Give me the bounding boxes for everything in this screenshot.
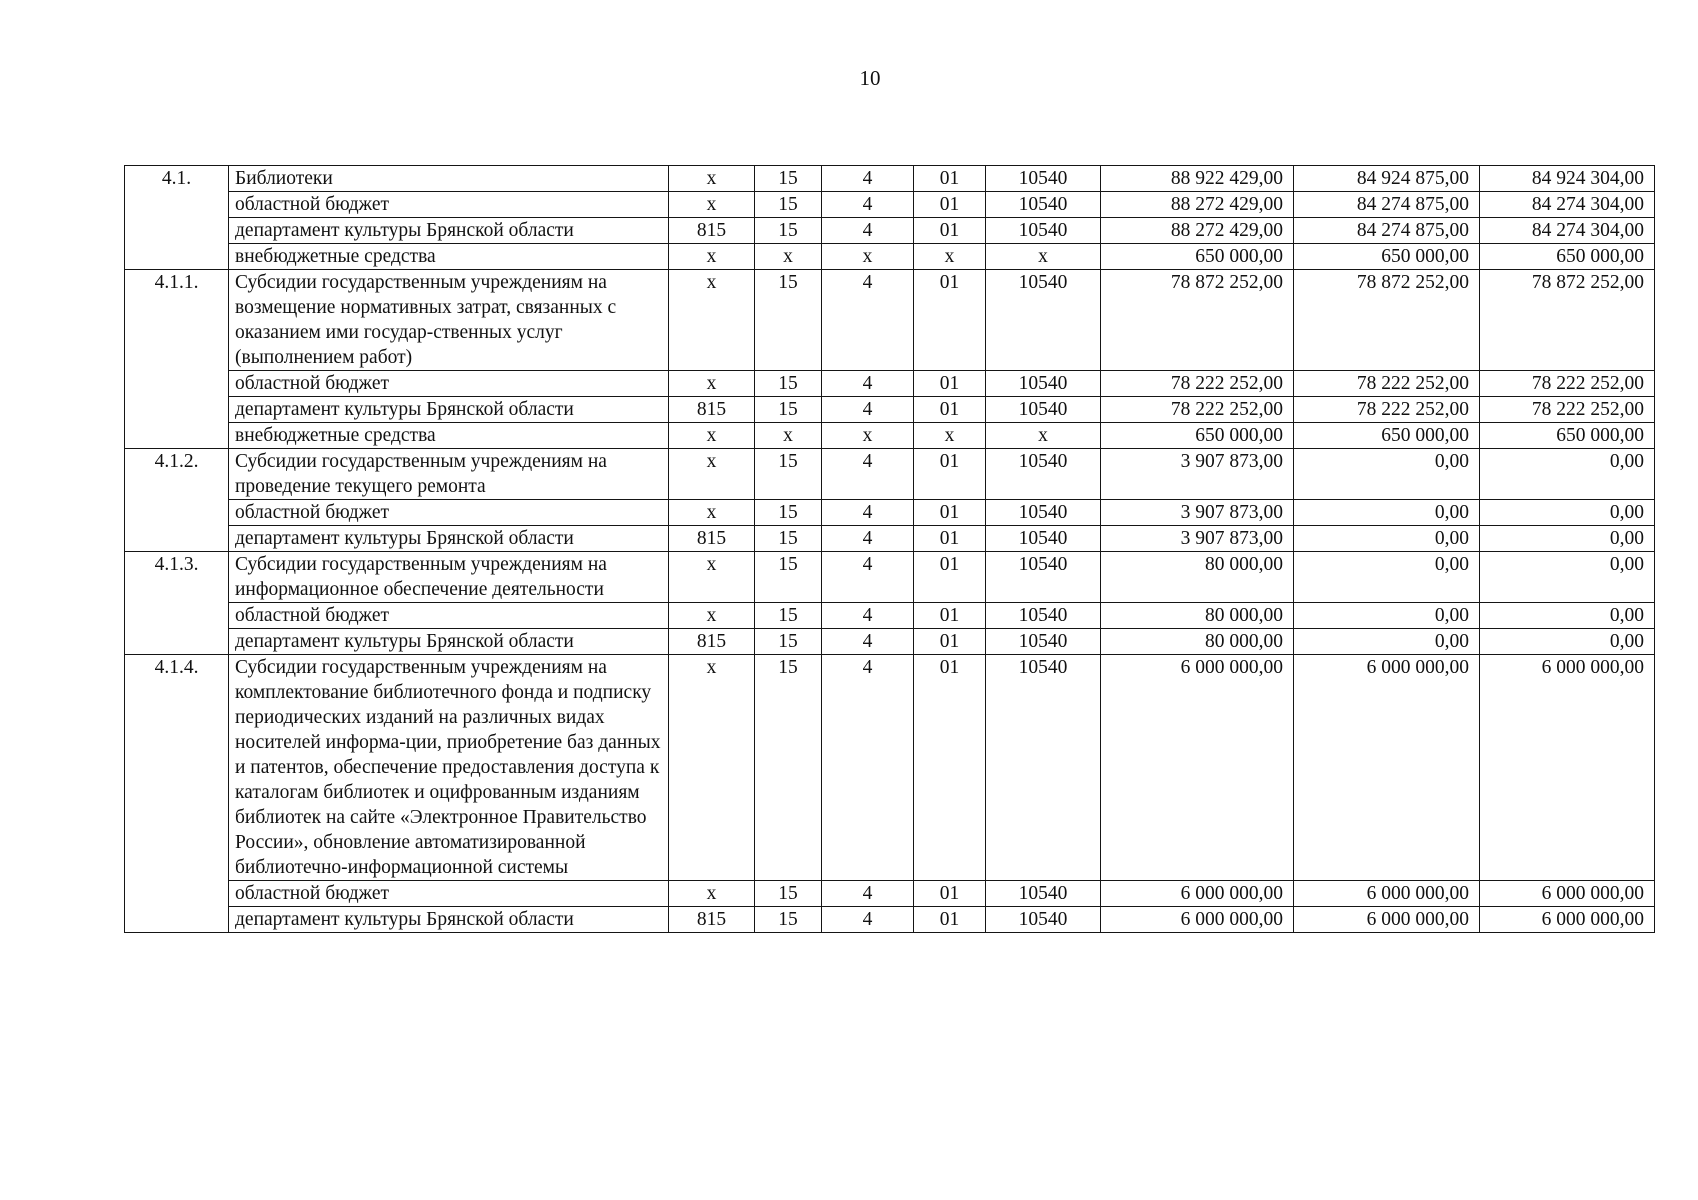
table-row — [125, 603, 1655, 629]
subsection-code-cell: 4 — [822, 270, 914, 371]
amount-year-2-cell: 0,00 — [1294, 449, 1480, 500]
item-name: департамент культуры Брянской области — [229, 218, 669, 244]
item-number: 4.1.4. — [125, 655, 229, 933]
ministry-code-cell: х — [669, 552, 755, 603]
table-row — [125, 423, 1655, 449]
amount-year-1-cell: 6 000 000,00 — [1101, 655, 1294, 881]
ministry-code-cell: х — [669, 192, 755, 218]
amount-year-3-cell: 650 000,00 — [1480, 244, 1655, 270]
amount-year-3-cell: 0,00 — [1480, 629, 1655, 655]
amount-year-1-cell: 78 222 252,00 — [1101, 397, 1294, 423]
subsection-code-cell: 4 — [822, 166, 914, 192]
amount-year-1-cell: 6 000 000,00 — [1101, 881, 1294, 907]
item-number: 4.1. — [125, 166, 229, 270]
expense-code-cell: х — [986, 423, 1101, 449]
item-name: областной бюджет — [229, 371, 669, 397]
expense-code-cell: 10540 — [986, 655, 1101, 881]
item-number: 4.1.3. — [125, 552, 229, 655]
section-code-cell: х — [755, 423, 822, 449]
ministry-code-cell: х — [669, 881, 755, 907]
ministry-code-cell: 815 — [669, 629, 755, 655]
target-code-cell: 01 — [914, 371, 986, 397]
ministry-code-cell: х — [669, 449, 755, 500]
subsection-code-cell: х — [822, 244, 914, 270]
section-code-cell: 15 — [755, 603, 822, 629]
target-code-cell: 01 — [914, 397, 986, 423]
item-number: 4.1.2. — [125, 449, 229, 552]
item-number: 4.1.1. — [125, 270, 229, 449]
target-code-cell: 01 — [914, 907, 986, 933]
table-row — [125, 881, 1655, 907]
section-code-cell: 15 — [755, 449, 822, 500]
table-body — [125, 166, 1655, 933]
amount-year-1-cell: 88 272 429,00 — [1101, 218, 1294, 244]
expense-code-cell: 10540 — [986, 371, 1101, 397]
table-row — [125, 655, 1655, 881]
amount-year-1-cell: 650 000,00 — [1101, 244, 1294, 270]
amount-year-1-cell: 80 000,00 — [1101, 552, 1294, 603]
target-code-cell: 01 — [914, 603, 986, 629]
subsection-code-cell: 4 — [822, 500, 914, 526]
table-row — [125, 397, 1655, 423]
subsection-code-cell: 4 — [822, 881, 914, 907]
amount-year-1-cell: 3 907 873,00 — [1101, 526, 1294, 552]
ministry-code-cell: 815 — [669, 907, 755, 933]
budget-table — [124, 165, 1655, 933]
ministry-code-cell: х — [669, 423, 755, 449]
table-row — [125, 166, 1655, 192]
item-name: областной бюджет — [229, 603, 669, 629]
table-row — [125, 192, 1655, 218]
amount-year-3-cell: 84 924 304,00 — [1480, 166, 1655, 192]
section-code-cell: 15 — [755, 192, 822, 218]
item-name: департамент культуры Брянской области — [229, 526, 669, 552]
amount-year-2-cell: 78 222 252,00 — [1294, 397, 1480, 423]
expense-code-cell: 10540 — [986, 500, 1101, 526]
target-code-cell: 01 — [914, 192, 986, 218]
section-code-cell: 15 — [755, 907, 822, 933]
target-code-cell: 01 — [914, 552, 986, 603]
ministry-code-cell: 815 — [669, 526, 755, 552]
amount-year-1-cell: 80 000,00 — [1101, 603, 1294, 629]
table-row — [125, 629, 1655, 655]
ministry-code-cell: х — [669, 166, 755, 192]
target-code-cell: 01 — [914, 449, 986, 500]
amount-year-1-cell: 78 872 252,00 — [1101, 270, 1294, 371]
amount-year-3-cell: 84 274 304,00 — [1480, 192, 1655, 218]
ministry-code-cell: х — [669, 655, 755, 881]
page-number: 10 — [859, 66, 881, 90]
amount-year-2-cell: 84 274 875,00 — [1294, 218, 1480, 244]
ministry-code-cell: х — [669, 500, 755, 526]
amount-year-1-cell: 88 272 429,00 — [1101, 192, 1294, 218]
table-row — [125, 449, 1655, 500]
target-code-cell: 01 — [914, 166, 986, 192]
section-code-cell: 15 — [755, 500, 822, 526]
item-name: Субсидии государственным учреждениям на возмещение нормативных затрат, связанных с оказанием ими государ-ственных услуг (выполнением работ) — [229, 270, 669, 371]
expense-code-cell: 10540 — [986, 907, 1101, 933]
amount-year-1-cell: 6 000 000,00 — [1101, 907, 1294, 933]
subsection-code-cell: 4 — [822, 552, 914, 603]
section-code-cell: 15 — [755, 526, 822, 552]
amount-year-2-cell: 78 222 252,00 — [1294, 371, 1480, 397]
subsection-code-cell: 4 — [822, 192, 914, 218]
amount-year-2-cell: 650 000,00 — [1294, 423, 1480, 449]
section-code-cell: 15 — [755, 881, 822, 907]
amount-year-3-cell: 6 000 000,00 — [1480, 907, 1655, 933]
amount-year-2-cell: 6 000 000,00 — [1294, 881, 1480, 907]
amount-year-3-cell: 0,00 — [1480, 526, 1655, 552]
expense-code-cell: 10540 — [986, 881, 1101, 907]
amount-year-3-cell: 78 872 252,00 — [1480, 270, 1655, 371]
target-code-cell: 01 — [914, 629, 986, 655]
section-code-cell: 15 — [755, 218, 822, 244]
amount-year-3-cell: 6 000 000,00 — [1480, 881, 1655, 907]
item-name: областной бюджет — [229, 881, 669, 907]
amount-year-1-cell: 650 000,00 — [1101, 423, 1294, 449]
section-code-cell: 15 — [755, 629, 822, 655]
subsection-code-cell: х — [822, 423, 914, 449]
item-name: Субсидии государственным учреждениям на информационное обеспечение деятельности — [229, 552, 669, 603]
section-code-cell: х — [755, 244, 822, 270]
expense-code-cell: 10540 — [986, 192, 1101, 218]
item-name: Библиотеки — [229, 166, 669, 192]
amount-year-2-cell: 6 000 000,00 — [1294, 655, 1480, 881]
target-code-cell: 01 — [914, 526, 986, 552]
table-row — [125, 371, 1655, 397]
amount-year-3-cell: 78 222 252,00 — [1480, 371, 1655, 397]
subsection-code-cell: 4 — [822, 655, 914, 881]
expense-code-cell: 10540 — [986, 270, 1101, 371]
section-code-cell: 15 — [755, 397, 822, 423]
amount-year-3-cell: 0,00 — [1480, 552, 1655, 603]
subsection-code-cell: 4 — [822, 603, 914, 629]
amount-year-2-cell: 6 000 000,00 — [1294, 907, 1480, 933]
ministry-code-cell: 815 — [669, 218, 755, 244]
amount-year-3-cell: 0,00 — [1480, 500, 1655, 526]
item-name: Субсидии государственным учреждениям на проведение текущего ремонта — [229, 449, 669, 500]
section-code-cell: 15 — [755, 166, 822, 192]
amount-year-1-cell: 3 907 873,00 — [1101, 449, 1294, 500]
item-name: областной бюджет — [229, 192, 669, 218]
expense-code-cell: 10540 — [986, 218, 1101, 244]
ministry-code-cell: х — [669, 371, 755, 397]
amount-year-2-cell: 0,00 — [1294, 500, 1480, 526]
amount-year-3-cell: 650 000,00 — [1480, 423, 1655, 449]
subsection-code-cell: 4 — [822, 629, 914, 655]
expense-code-cell: х — [986, 244, 1101, 270]
target-code-cell: 01 — [914, 500, 986, 526]
item-name: областной бюджет — [229, 500, 669, 526]
amount-year-1-cell: 78 222 252,00 — [1101, 371, 1294, 397]
table-row — [125, 526, 1655, 552]
item-name: внебюджетные средства — [229, 244, 669, 270]
amount-year-2-cell: 0,00 — [1294, 526, 1480, 552]
section-code-cell: 15 — [755, 270, 822, 371]
target-code-cell: 01 — [914, 270, 986, 371]
item-name: департамент культуры Брянской области — [229, 629, 669, 655]
amount-year-2-cell: 78 872 252,00 — [1294, 270, 1480, 371]
section-code-cell: 15 — [755, 371, 822, 397]
amount-year-2-cell: 0,00 — [1294, 552, 1480, 603]
target-code-cell: 01 — [914, 655, 986, 881]
amount-year-3-cell: 78 222 252,00 — [1480, 397, 1655, 423]
target-code-cell: х — [914, 423, 986, 449]
amount-year-3-cell: 84 274 304,00 — [1480, 218, 1655, 244]
subsection-code-cell: 4 — [822, 449, 914, 500]
amount-year-3-cell: 0,00 — [1480, 449, 1655, 500]
expense-code-cell: 10540 — [986, 397, 1101, 423]
expense-code-cell: 10540 — [986, 449, 1101, 500]
subsection-code-cell: 4 — [822, 397, 914, 423]
item-name: Субсидии государственным учреждениям на комплектование библиотечного фонда и подписку периодических изданий на различных видах носителей информа-ции, приобретение баз данных и патентов, обеспечение предоставления доступа к каталогам библиотек и оцифрованным изданиям библиотек на сайте «Электронное Правительство России», обновление автоматизированной библиотечно-информационной системы — [229, 655, 669, 881]
amount-year-3-cell: 0,00 — [1480, 603, 1655, 629]
table-row — [125, 244, 1655, 270]
expense-code-cell: 10540 — [986, 526, 1101, 552]
ministry-code-cell: х — [669, 244, 755, 270]
expense-code-cell: 10540 — [986, 166, 1101, 192]
table-row — [125, 270, 1655, 371]
ministry-code-cell: х — [669, 270, 755, 371]
section-code-cell: 15 — [755, 655, 822, 881]
amount-year-2-cell: 84 274 875,00 — [1294, 192, 1480, 218]
amount-year-2-cell: 0,00 — [1294, 629, 1480, 655]
subsection-code-cell: 4 — [822, 907, 914, 933]
subsection-code-cell: 4 — [822, 218, 914, 244]
amount-year-2-cell: 84 924 875,00 — [1294, 166, 1480, 192]
item-name: внебюджетные средства — [229, 423, 669, 449]
table-row — [125, 552, 1655, 603]
amount-year-3-cell: 6 000 000,00 — [1480, 655, 1655, 881]
amount-year-1-cell: 88 922 429,00 — [1101, 166, 1294, 192]
expense-code-cell: 10540 — [986, 603, 1101, 629]
ministry-code-cell: х — [669, 603, 755, 629]
section-code-cell: 15 — [755, 552, 822, 603]
subsection-code-cell: 4 — [822, 371, 914, 397]
subsection-code-cell: 4 — [822, 526, 914, 552]
item-name: департамент культуры Брянской области — [229, 397, 669, 423]
target-code-cell: 01 — [914, 881, 986, 907]
table-row — [125, 500, 1655, 526]
ministry-code-cell: 815 — [669, 397, 755, 423]
amount-year-2-cell: 0,00 — [1294, 603, 1480, 629]
expense-code-cell: 10540 — [986, 552, 1101, 603]
table-row — [125, 907, 1655, 933]
item-name: департамент культуры Брянской области — [229, 907, 669, 933]
table-row — [125, 218, 1655, 244]
target-code-cell: 01 — [914, 218, 986, 244]
amount-year-1-cell: 80 000,00 — [1101, 629, 1294, 655]
expense-code-cell: 10540 — [986, 629, 1101, 655]
amount-year-2-cell: 650 000,00 — [1294, 244, 1480, 270]
amount-year-1-cell: 3 907 873,00 — [1101, 500, 1294, 526]
target-code-cell: х — [914, 244, 986, 270]
